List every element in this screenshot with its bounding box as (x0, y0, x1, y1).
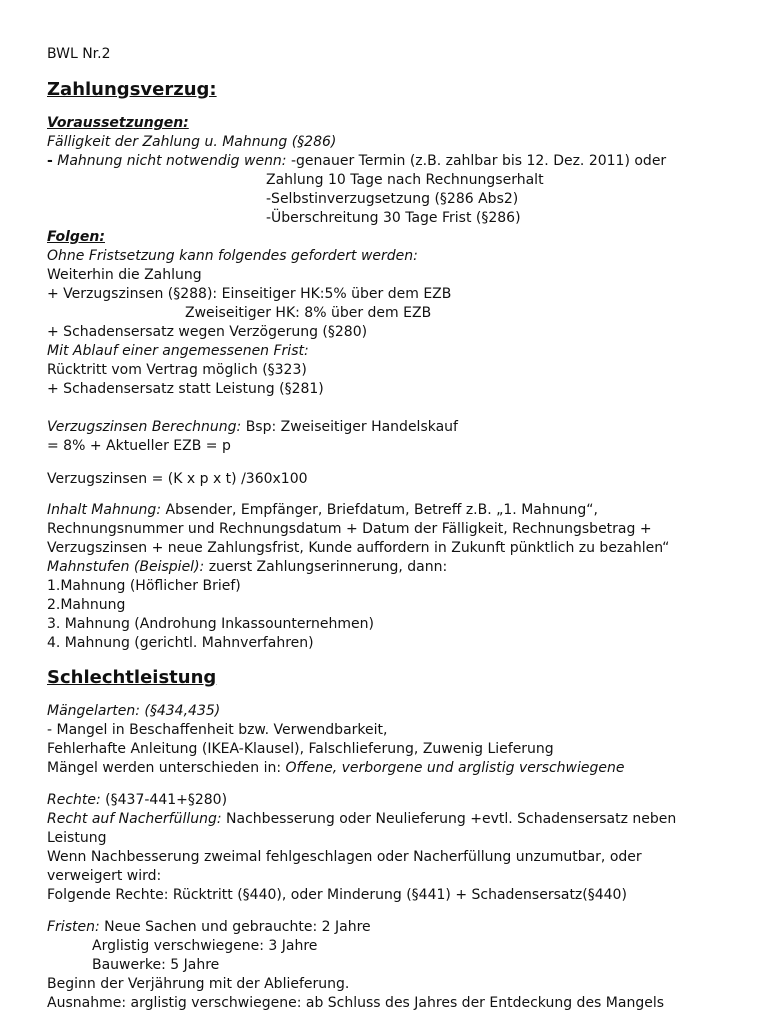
text-mangel-beschaffenheit: - Mangel in Beschaffenheit bzw. Verwendbarkeit, (47, 722, 388, 738)
text-weiterhin: Weiterhin die Zahlung (47, 267, 202, 283)
line-inhalt-mahnung (47, 501, 598, 520)
doc-title: BWL Nr.2 (47, 46, 111, 62)
rechte-label: Rechte: (47, 792, 101, 808)
text-inhalt-3: Verzugszinsen + neue Zahlungsfrist, Kunde auffordern in Zukunft pünktlich zu bezahlen“ (47, 540, 670, 556)
fristen-text: Neue Sachen und gebrauchte: 2 Jahre (99, 919, 371, 935)
text-bauwerke: Bauwerke: 5 Jahre (92, 957, 220, 973)
text-faelligkeit: Fälligkeit der Zahlung u. Mahnung (§286) (47, 134, 337, 150)
mahnstufen-label: Mahnstufen (Beispiel): (47, 559, 205, 575)
text-berechnung-eq: = 8% + Aktueller EZB = p (47, 438, 231, 454)
berechnung-label: Verzugszinsen Berechnung: (47, 419, 242, 435)
line-mahnstufen (47, 558, 447, 577)
text-schadensersatz-leistung: + Schadensersatz statt Leistung (§281) (47, 381, 324, 397)
text-leistung: Leistung (47, 830, 107, 846)
line-mahnung-nicht-notwendig (47, 152, 666, 171)
fristen-label: Fristen: (47, 919, 100, 935)
text-ohne-fristsetzung: Ohne Fristsetzung kann folgendes gefordert werden: (47, 248, 418, 264)
mahnung-label: Mahnung nicht notwendig wenn: (52, 153, 287, 169)
line-nacherfuellung (47, 810, 676, 829)
text-verweigert: verweigert wird: (47, 868, 162, 884)
text-beginn-verjaehrung: Beginn der Verjährung mit der Ablieferung. (47, 976, 350, 992)
heading-zahlungsverzug: Zahlungsverzug: (47, 79, 217, 100)
text-verzugszinsen: + Verzugszinsen (§288): Einseitiger HK:5% über dem EZB (47, 286, 452, 302)
inhalt-text-1: Absender, Empfänger, Briefdatum, Betreff z.B. „1. Mahnung“, (161, 502, 598, 518)
mahnstufen-text: zuerst Zahlungserinnerung, dann: (204, 559, 448, 575)
text-fehlerhafte-anleitung: Fehlerhafte Anleitung (IKEA-Klausel), Falschlieferung, Zuwenig Lieferung (47, 741, 554, 757)
text-ueberschreitung: -Überschreitung 30 Tage Frist (§286) (266, 210, 521, 226)
line-berechnung (47, 418, 458, 437)
dash-marker: - (47, 153, 53, 169)
mahnung-text: -genauer Termin (z.B. zahlbar bis 12. Dez. 2011) oder (286, 153, 667, 169)
berechnung-text: Bsp: Zweiseitiger Handelskauf (241, 419, 458, 435)
text-schadensersatz-verzoegerung: + Schadensersatz wegen Verzögerung (§280) (47, 324, 368, 340)
maengel-text: Mängel werden unterschieden in: (47, 760, 286, 776)
list-item-mahnung-1: 1.Mahnung (Höflicher Brief) (47, 578, 241, 594)
text-zweiseitiger-hk: Zweiseitiger HK: 8% über dem EZB (185, 305, 432, 321)
text-arglistig: Arglistig verschwiegene: 3 Jahre (92, 938, 318, 954)
text-ruecktritt: Rücktritt vom Vertrag möglich (§323) (47, 362, 307, 378)
rechte-text: (§437-441+§280) (100, 792, 228, 808)
line-rechte (47, 791, 227, 810)
line-fristen (47, 918, 371, 937)
text-ausnahme: Ausnahme: arglistig verschwiegene: ab Schluss des Jahres der Entdeckung des Mangels (47, 995, 665, 1011)
text-wenn-nachbesserung: Wenn Nachbesserung zweimal fehlgeschlagen oder Nacherfüllung unzumutbar, oder (47, 849, 642, 865)
text-maengelarten: Mängelarten: (§434,435) (47, 703, 221, 719)
subheading-folgen: Folgen: (47, 229, 105, 245)
text-folgende-rechte: Folgende Rechte: Rücktritt (§440), oder Minderung (§441) + Schadensersatz(§440) (47, 887, 627, 903)
text-zahlung-10-tage: Zahlung 10 Tage nach Rechnungserhalt (266, 172, 544, 188)
subheading-voraussetzungen: Voraussetzungen: (47, 115, 189, 131)
text-inhalt-2: Rechnungsnummer und Rechnungsdatum + Datum der Fälligkeit, Rechnungsbetrag + (47, 521, 652, 537)
maengel-italic: Offene, verborgene und arglistig verschwiegene (285, 760, 625, 776)
nacherf-label: Recht auf Nacherfüllung: (47, 811, 222, 827)
heading-schlechtleistung: Schlechtleistung (47, 667, 217, 688)
list-item-mahnung-2: 2.Mahnung (47, 597, 126, 613)
text-mit-ablauf: Mit Ablauf einer angemessenen Frist: (47, 343, 309, 359)
list-item-mahnung-4: 4. Mahnung (gerichtl. Mahnverfahren) (47, 635, 314, 651)
text-formel: Verzugszinsen = (K x p x t) /360x100 (47, 471, 308, 487)
text-selbstinverzugsetzung: -Selbstinverzugsetzung (§286 Abs2) (266, 191, 519, 207)
nacherf-text: Nachbesserung oder Neulieferung +evtl. Schadensersatz neben (221, 811, 677, 827)
inhalt-label: Inhalt Mahnung: (47, 502, 162, 518)
list-item-mahnung-3: 3. Mahnung (Androhung Inkassounternehmen) (47, 616, 374, 632)
line-maengel-unterschieden (47, 759, 624, 778)
